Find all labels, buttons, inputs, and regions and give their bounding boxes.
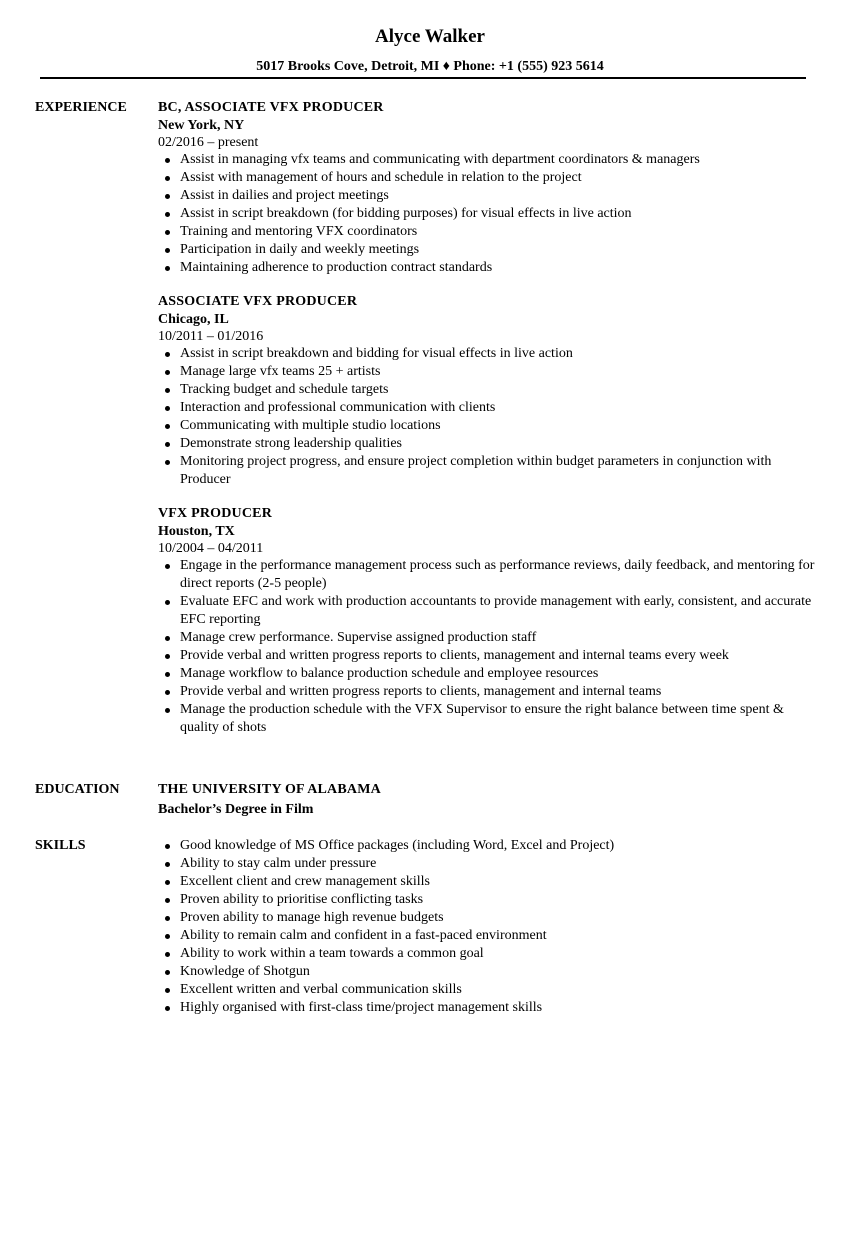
bullet-item <box>158 453 818 489</box>
skill-text: Ability to remain calm and confident in a fast-paced environment <box>180 928 547 943</box>
job-location: Houston, TX <box>158 524 235 539</box>
bullet-icon <box>165 672 170 677</box>
bullet-item <box>158 683 818 701</box>
bullet-icon <box>165 916 170 921</box>
bullet-item <box>158 187 818 205</box>
bullet-icon <box>165 194 170 199</box>
skill-item <box>158 927 818 945</box>
job-title: VFX PRODUCER <box>158 506 273 521</box>
skill-item <box>158 963 818 981</box>
skill-text: Proven ability to manage high revenue budgets <box>180 910 444 925</box>
skill-item <box>158 855 818 873</box>
job-entry <box>158 99 818 277</box>
skill-text: Proven ability to prioritise conflicting tasks <box>180 892 424 907</box>
skill-text: Good knowledge of MS Office packages (including Word, Excel and Project) <box>180 838 615 853</box>
bullet-item <box>158 629 818 647</box>
section-label-skills: SKILLS <box>35 838 86 853</box>
skill-item <box>158 909 818 927</box>
job-dates: 10/2004 – 04/2011 <box>158 541 264 556</box>
bullet-text: Manage large vfx teams 25 + artists <box>180 364 381 379</box>
bullet-text: Provide verbal and written progress reports to clients, management and internal teams every week <box>180 648 729 663</box>
bullet-text: Monitoring project progress, and ensure project completion within budget parameters in conjunction with Producer <box>180 454 772 487</box>
job-title: ASSOCIATE VFX PRODUCER <box>158 294 358 309</box>
school-name: THE UNIVERSITY OF ALABAMA <box>158 782 381 797</box>
bullet-item <box>158 399 818 417</box>
bullet-icon <box>165 370 170 375</box>
bullet-item <box>158 223 818 241</box>
skill-item <box>158 891 818 909</box>
bullet-icon <box>165 636 170 641</box>
bullet-text: Assist in script breakdown (for bidding purposes) for visual effects in live action <box>180 206 632 221</box>
skill-text: Knowledge of Shotgun <box>180 964 310 979</box>
bullet-text: Assist in dailies and project meetings <box>180 188 389 203</box>
bullet-item <box>158 435 818 453</box>
bullet-text: Interaction and professional communication with clients <box>180 400 496 415</box>
bullet-text: Assist in script breakdown and bidding for visual effects in live action <box>180 346 573 361</box>
bullet-item <box>158 647 818 665</box>
bullet-item <box>158 701 818 737</box>
skills-body <box>158 837 818 1017</box>
bullet-text: Maintaining adherence to production contract standards <box>180 260 493 275</box>
bullet-text: Engage in the performance management process such as performance reviews, daily feedback, and mentoring for direct reports (2-5 people) <box>180 558 815 591</box>
bullet-text: Evaluate EFC and work with production accountants to provide management with early, consistent, and accurate EFC reporting <box>180 594 812 627</box>
bullet-text: Manage workflow to balance production schedule and employee resources <box>180 666 599 681</box>
bullet-icon <box>165 442 170 447</box>
bullet-text: Tracking budget and schedule targets <box>180 382 389 397</box>
bullet-text: Communicating with multiple studio locations <box>180 418 441 433</box>
bullet-icon <box>165 460 170 465</box>
bullet-icon <box>165 406 170 411</box>
bullet-icon <box>165 388 170 393</box>
bullet-text: Assist with management of hours and schedule in relation to the project <box>180 170 582 185</box>
bullet-icon <box>165 654 170 659</box>
job-location: Chicago, IL <box>158 312 229 327</box>
bullet-icon <box>165 934 170 939</box>
skills-list <box>158 837 818 1017</box>
bullet-icon <box>165 898 170 903</box>
bullet-icon <box>165 708 170 713</box>
bullet-icon <box>165 880 170 885</box>
bullet-item <box>158 259 818 277</box>
section-label-education: EDUCATION <box>35 782 120 797</box>
bullet-icon <box>165 1006 170 1011</box>
bullet-icon <box>165 230 170 235</box>
bullet-icon <box>165 266 170 271</box>
experience-body <box>158 99 818 753</box>
job-entry <box>158 505 818 737</box>
job-title: BC, ASSOCIATE VFX PRODUCER <box>158 100 384 115</box>
skill-item <box>158 999 818 1017</box>
bullet-icon <box>165 862 170 867</box>
bullet-icon <box>165 352 170 357</box>
bullet-icon <box>165 424 170 429</box>
education-body <box>158 781 818 821</box>
job-bullets <box>158 557 818 737</box>
bullet-icon <box>165 158 170 163</box>
skill-text: Ability to stay calm under pressure <box>180 856 377 871</box>
skill-item <box>158 873 818 891</box>
skill-text: Highly organised with first-class time/project management skills <box>180 1000 543 1015</box>
bullet-item <box>158 205 818 223</box>
job-dates: 10/2011 – 01/2016 <box>158 329 264 344</box>
bullet-item <box>158 381 818 399</box>
skill-item <box>158 837 818 855</box>
section-label-experience: EXPERIENCE <box>35 100 127 115</box>
bullet-item <box>158 241 818 259</box>
bullet-item <box>158 417 818 435</box>
skill-item <box>158 945 818 963</box>
bullet-icon <box>165 952 170 957</box>
job-bullets <box>158 151 818 277</box>
bullet-icon <box>165 988 170 993</box>
bullet-item <box>158 363 818 381</box>
bullet-icon <box>165 248 170 253</box>
bullet-icon <box>165 600 170 605</box>
candidate-name: Alyce Walker <box>375 26 485 47</box>
bullet-text: Participation in daily and weekly meetings <box>180 242 420 257</box>
bullet-item <box>158 665 818 683</box>
bullet-item <box>158 345 818 363</box>
skill-text: Ability to work within a team towards a common goal <box>180 946 484 961</box>
degree-name: Bachelor’s Degree in Film <box>158 802 314 817</box>
job-dates: 02/2016 – present <box>158 135 259 150</box>
skill-text: Excellent client and crew management skills <box>180 874 430 889</box>
job-entry <box>158 293 818 489</box>
bullet-icon <box>165 844 170 849</box>
bullet-item <box>158 169 818 187</box>
bullet-text: Provide verbal and written progress reports to clients, management and internal teams <box>180 684 662 699</box>
bullet-icon <box>165 970 170 975</box>
bullet-text: Training and mentoring VFX coordinators <box>180 224 418 239</box>
job-location: New York, NY <box>158 118 245 133</box>
bullet-text: Assist in managing vfx teams and communicating with department coordinators & managers <box>180 152 700 167</box>
bullet-item <box>158 557 818 593</box>
bullet-icon <box>165 564 170 569</box>
bullet-item <box>158 593 818 629</box>
skill-text: Excellent written and verbal communication skills <box>180 982 462 997</box>
header-divider <box>40 77 806 79</box>
bullet-icon <box>165 690 170 695</box>
bullet-icon <box>165 176 170 181</box>
skill-item <box>158 981 818 999</box>
bullet-icon <box>165 212 170 217</box>
bullet-text: Manage crew performance. Supervise assigned production staff <box>180 630 537 645</box>
job-bullets <box>158 345 818 489</box>
contact-line: 5017 Brooks Cove, Detroit, MI ♦ Phone: +1 (555) 923 5614 <box>256 59 604 74</box>
bullet-text: Manage the production schedule with the VFX Supervisor to ensure the right balance between time spent & quality of shots <box>180 702 784 735</box>
bullet-item <box>158 151 818 169</box>
bullet-text: Demonstrate strong leadership qualities <box>180 436 402 451</box>
